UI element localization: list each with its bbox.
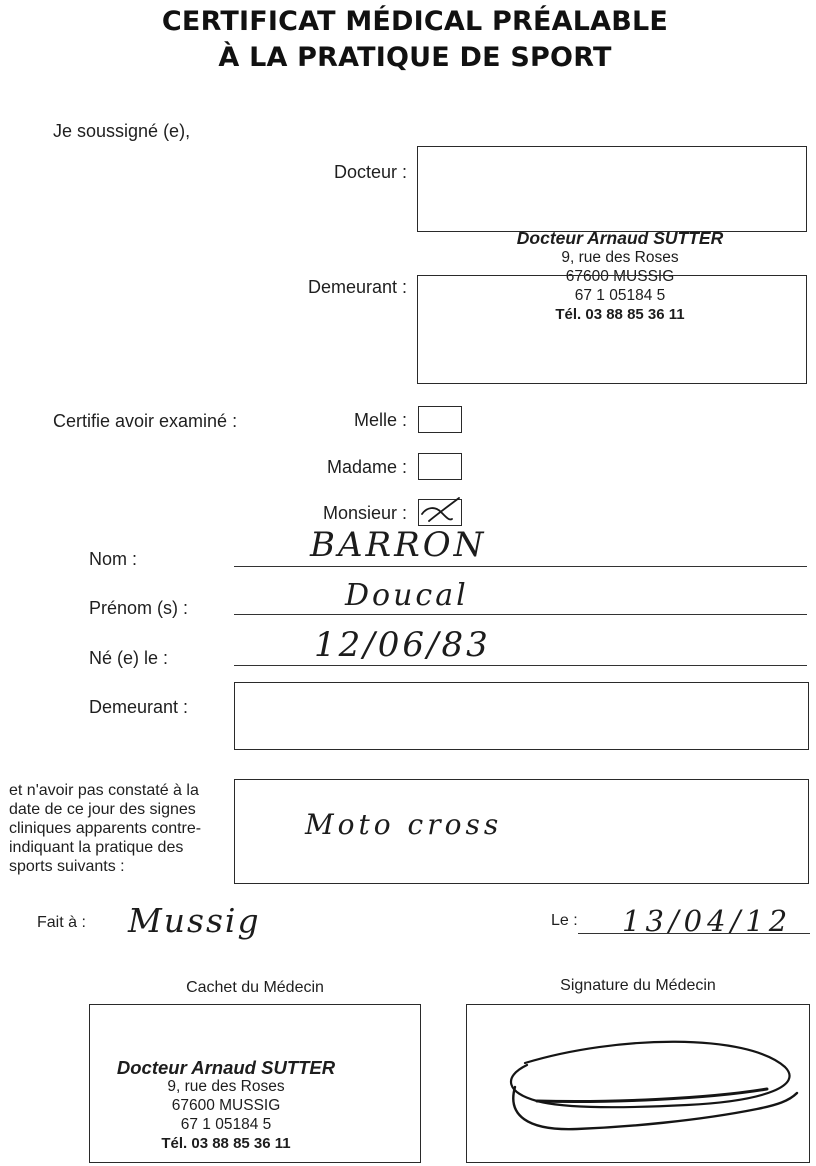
sports-box[interactable] (234, 779, 809, 884)
doctor-stamp-bottom-id: 67 1 05184 5 (180, 1116, 272, 1133)
doctor-stamp-bottom-street: 9, rue des Roses (167, 1078, 285, 1095)
patient-firstname-label: Prénom (s) : (89, 598, 189, 618)
doctor-label: Docteur : (333, 162, 407, 182)
patient-birthdate-value: 12/06/83 (314, 625, 491, 665)
checkmark-icon (419, 500, 463, 527)
doctor-stamp-bottom-name: Docteur Arnaud SUTTER (116, 1057, 336, 1078)
doctor-address-box[interactable] (417, 275, 807, 384)
doctor-signature-drawing (467, 1005, 811, 1164)
patient-name-label: Nom : (89, 549, 138, 569)
certificate-title-line-2: À LA PRATIQUE DE SPORT (218, 42, 612, 73)
signature-box[interactable] (466, 1004, 810, 1163)
madame-checkbox[interactable] (418, 453, 462, 480)
doctor-address-label: Demeurant : (307, 277, 407, 297)
patient-address-label: Demeurant : (89, 697, 189, 717)
date-value: 13/04/12 (622, 904, 793, 938)
patient-birthdate-line (234, 665, 807, 666)
sports-description: et n'avoir pas constaté à la date de ce jour des signes cliniques apparents contre-indiquant la pratique des sports suivants : (9, 782, 202, 875)
doctor-stamp-bottom (60, 1058, 392, 1153)
doctor-stamp-name: Docteur Arnaud SUTTER (516, 228, 724, 248)
monsieur-checkbox[interactable] (418, 499, 462, 526)
doctor-stamp-tel: Tél. 03 88 85 36 11 (555, 306, 685, 323)
patient-name-line (234, 566, 807, 567)
option-melle-label: Melle : (353, 410, 407, 430)
patient-firstname-value: Doucal (345, 578, 469, 613)
doctor-stamp-street: 9, rue des Roses (561, 249, 679, 266)
intro-text: Je soussigné (e), (53, 121, 191, 141)
certificate-title-line-1: CERTIFICAT MÉDICAL PRÉALABLE (161, 6, 669, 37)
option-monsieur-label: Monsieur : (322, 503, 407, 523)
signature-label: Signature du Médecin (560, 977, 716, 994)
date-label: Le : (551, 912, 578, 929)
patient-address-box[interactable] (234, 682, 809, 750)
cachet-label: Cachet du Médecin (186, 979, 324, 996)
date-line (578, 933, 810, 934)
sports-value: Moto cross (305, 808, 503, 841)
doctor-name-box[interactable] (417, 146, 807, 232)
doctor-stamp-bottom-city: 67600 MUSSIG (171, 1097, 281, 1114)
patient-name-value: BARRON (310, 525, 487, 565)
examined-label: Certifie avoir examiné : (53, 411, 238, 431)
patient-birthdate-label: Né (e) le : (89, 648, 169, 668)
doctor-stamp-bottom-tel: Tél. 03 88 85 36 11 (161, 1135, 291, 1152)
doctor-stamp-id: 67 1 05184 5 (574, 287, 666, 304)
doctor-stamp-city: 67600 MUSSIG (565, 268, 675, 285)
option-madame-label: Madame : (326, 457, 407, 477)
place-label: Fait à : (37, 914, 86, 931)
patient-firstname-line (234, 614, 807, 615)
place-value: Mussig (128, 901, 261, 940)
melle-checkbox[interactable] (418, 406, 462, 433)
